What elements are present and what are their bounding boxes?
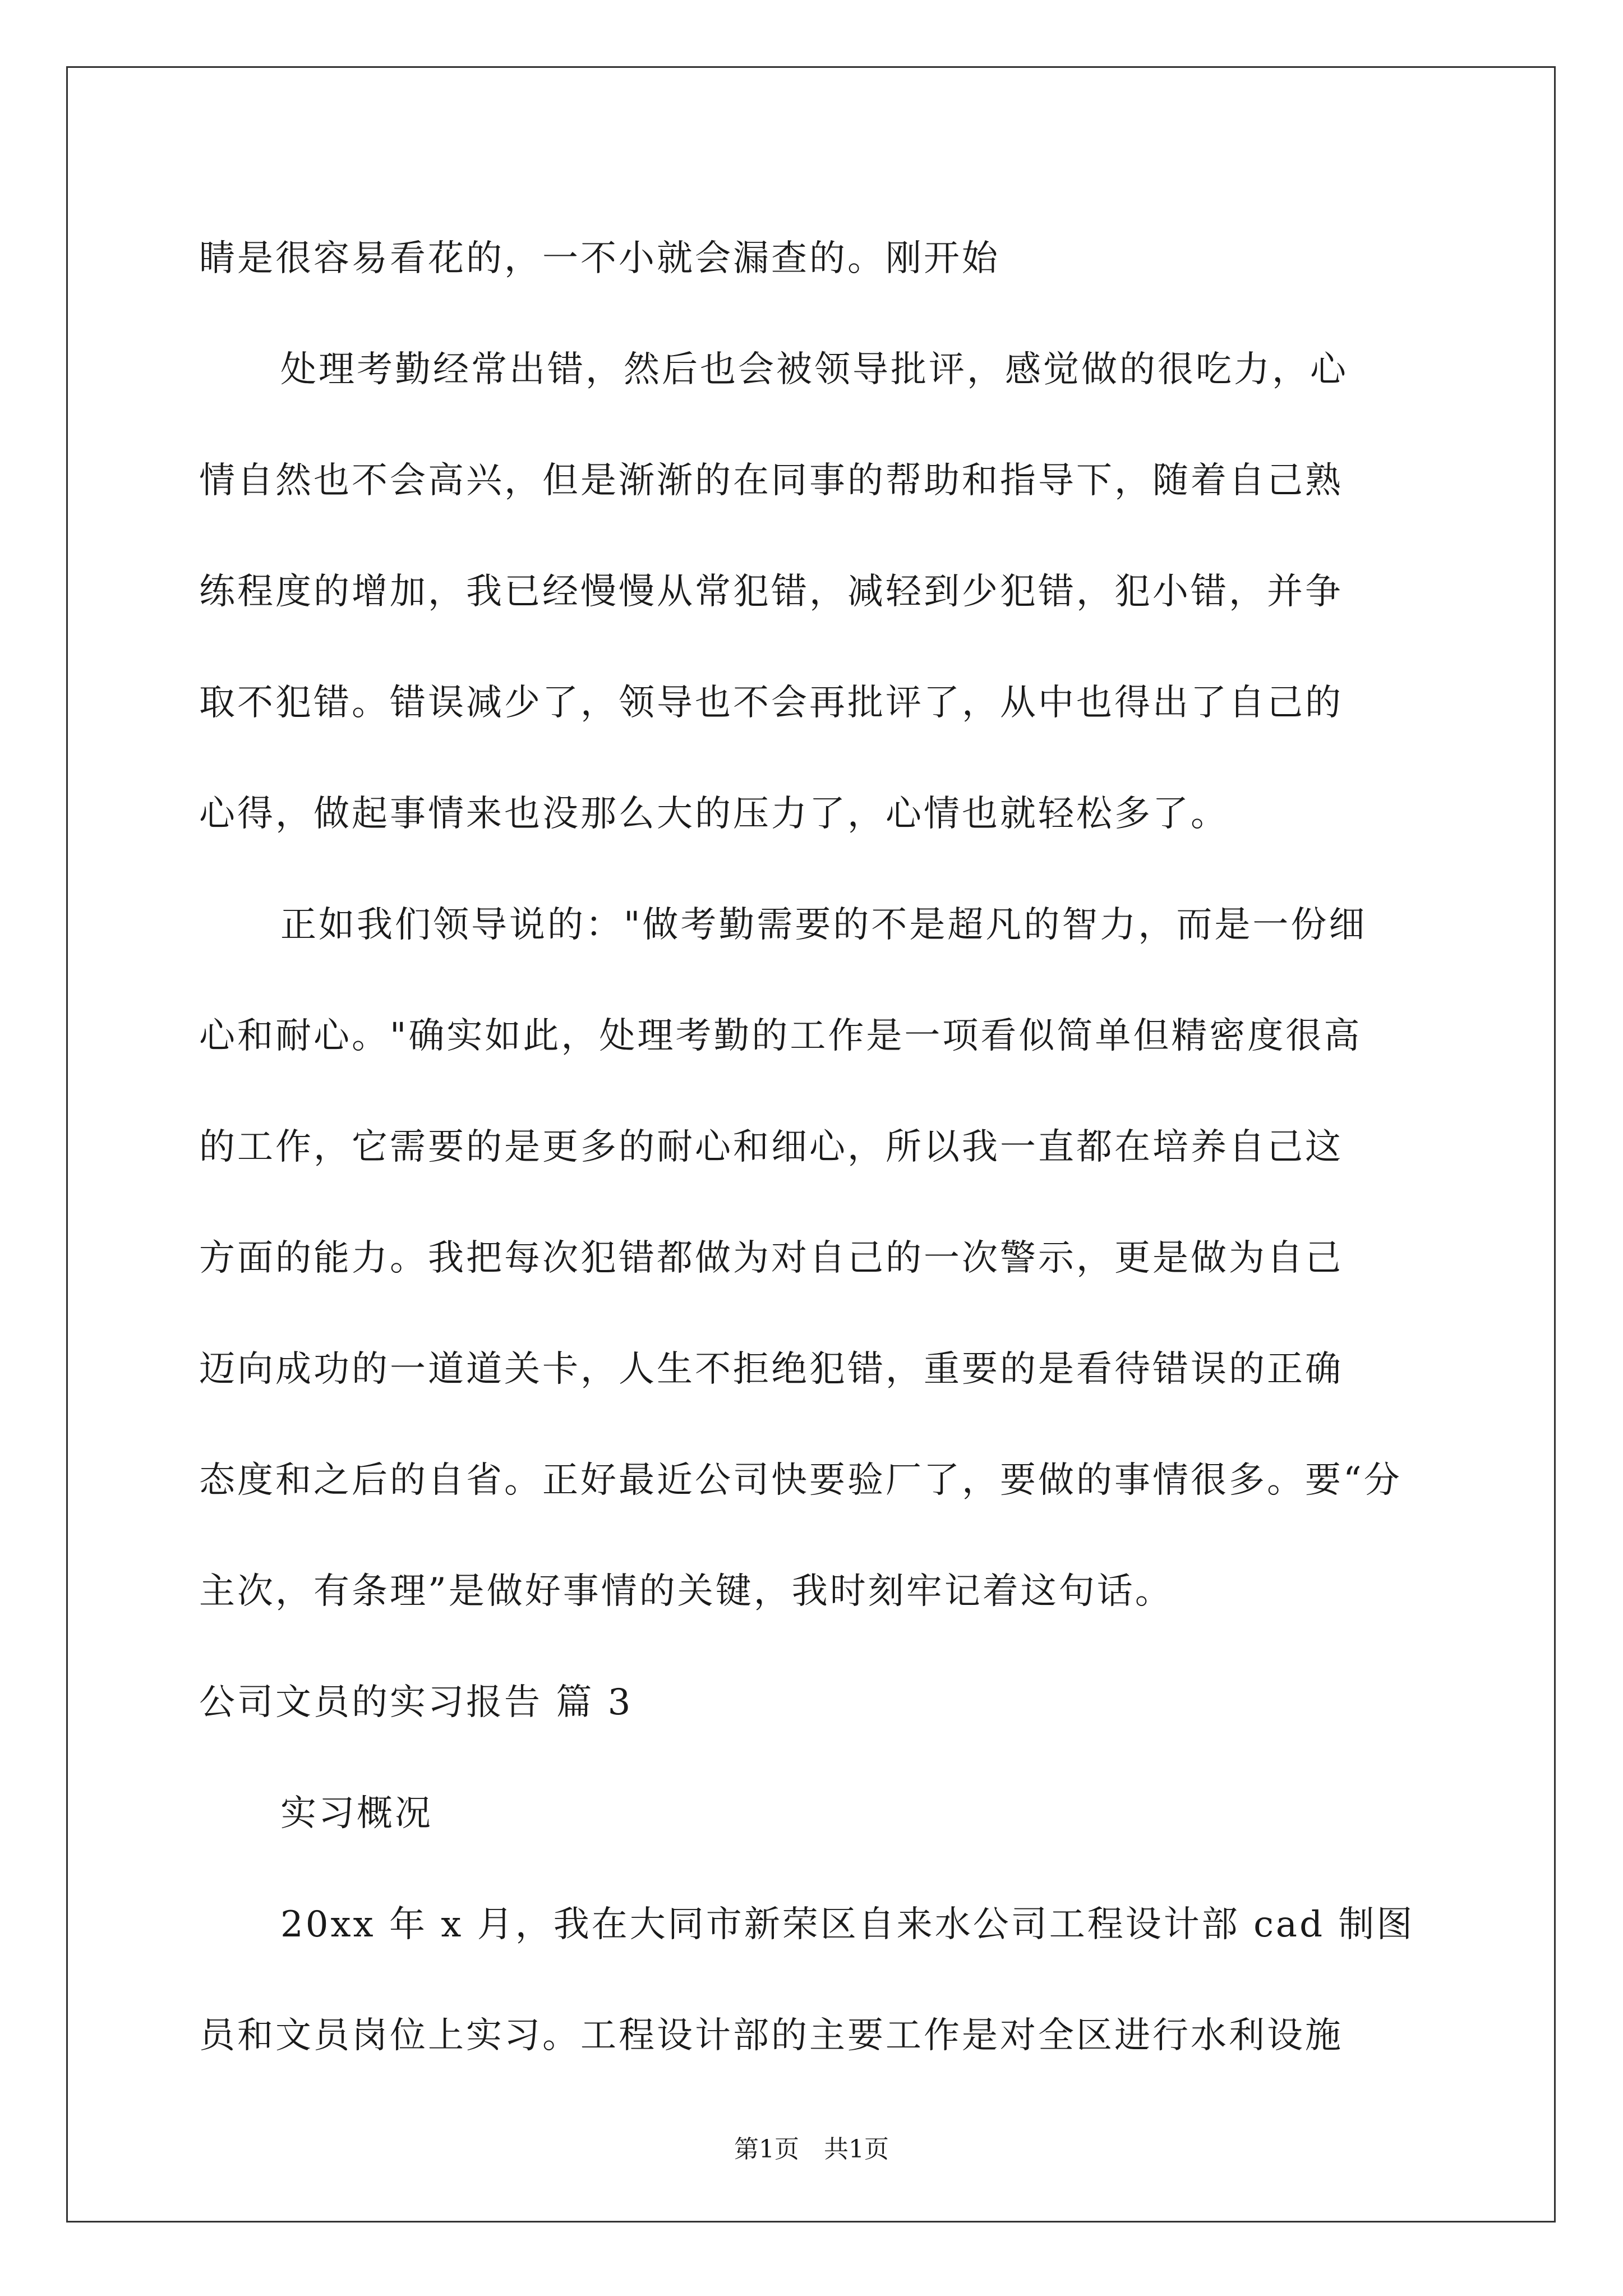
text-line: 迈向成功的一道道关卡，人生不拒绝犯错，重要的是看待错误的正确 [199, 1349, 1343, 1390]
text-line: 处理考勤经常出错，然后也会被领导批评，感觉做的很吃力，心 [280, 349, 1348, 390]
text-line: 取不犯错。错误减少了，领导也不会再批评了，从中也得出了自己的 [199, 682, 1343, 724]
text-line: 主次，有条理”是做好事情的关键，我时刻牢记着这句话。 [199, 1571, 1173, 1612]
subsection-heading: 实习概况 [280, 1793, 433, 1834]
text-line: 练程度的增加，我已经慢慢从常犯错，减轻到少犯错，犯小错，并争 [199, 571, 1343, 613]
text-line: 心得，做起事情来也没那么大的压力了，心情也就轻松多了。 [199, 793, 1229, 835]
document-body [199, 203, 1430, 2091]
section-heading: 公司文员的实习报告 篇 3 [199, 1682, 633, 1723]
text-line: 情自然也不会高兴，但是渐渐的在同事的帮助和指导下，随着自己熟 [199, 460, 1343, 501]
text-line: 正如我们领导说的："做考勤需要的不是超凡的智力，而是一份细 [280, 904, 1367, 946]
text-line: 睛是很容易看花的，一不小就会漏查的。刚开始 [199, 238, 1000, 279]
text-line: 员和文员岗位上实习。工程设计部的主要工作是对全区进行水利设施 [199, 2015, 1343, 2056]
text-line: 20xx 年 x 月，我在大同市新荣区自来水公司工程设计部 cad 制图 [280, 1904, 1415, 1945]
text-line: 的工作，它需要的是更多的耐心和细心，所以我一直都在培养自己这 [199, 1126, 1343, 1168]
text-line: 态度和之后的自省。正好最近公司快要验厂了，要做的事情很多。要“分 [199, 1460, 1402, 1501]
text-line: 心和耐心。"确实如此，处理考勤的工作是一项看似简单但精密度很高 [199, 1015, 1362, 1057]
page-footer: 第1页 共1页 [734, 2135, 889, 2164]
text-line: 方面的能力。我把每次犯错都做为对自己的一次警示，更是做为自己 [199, 1237, 1343, 1279]
